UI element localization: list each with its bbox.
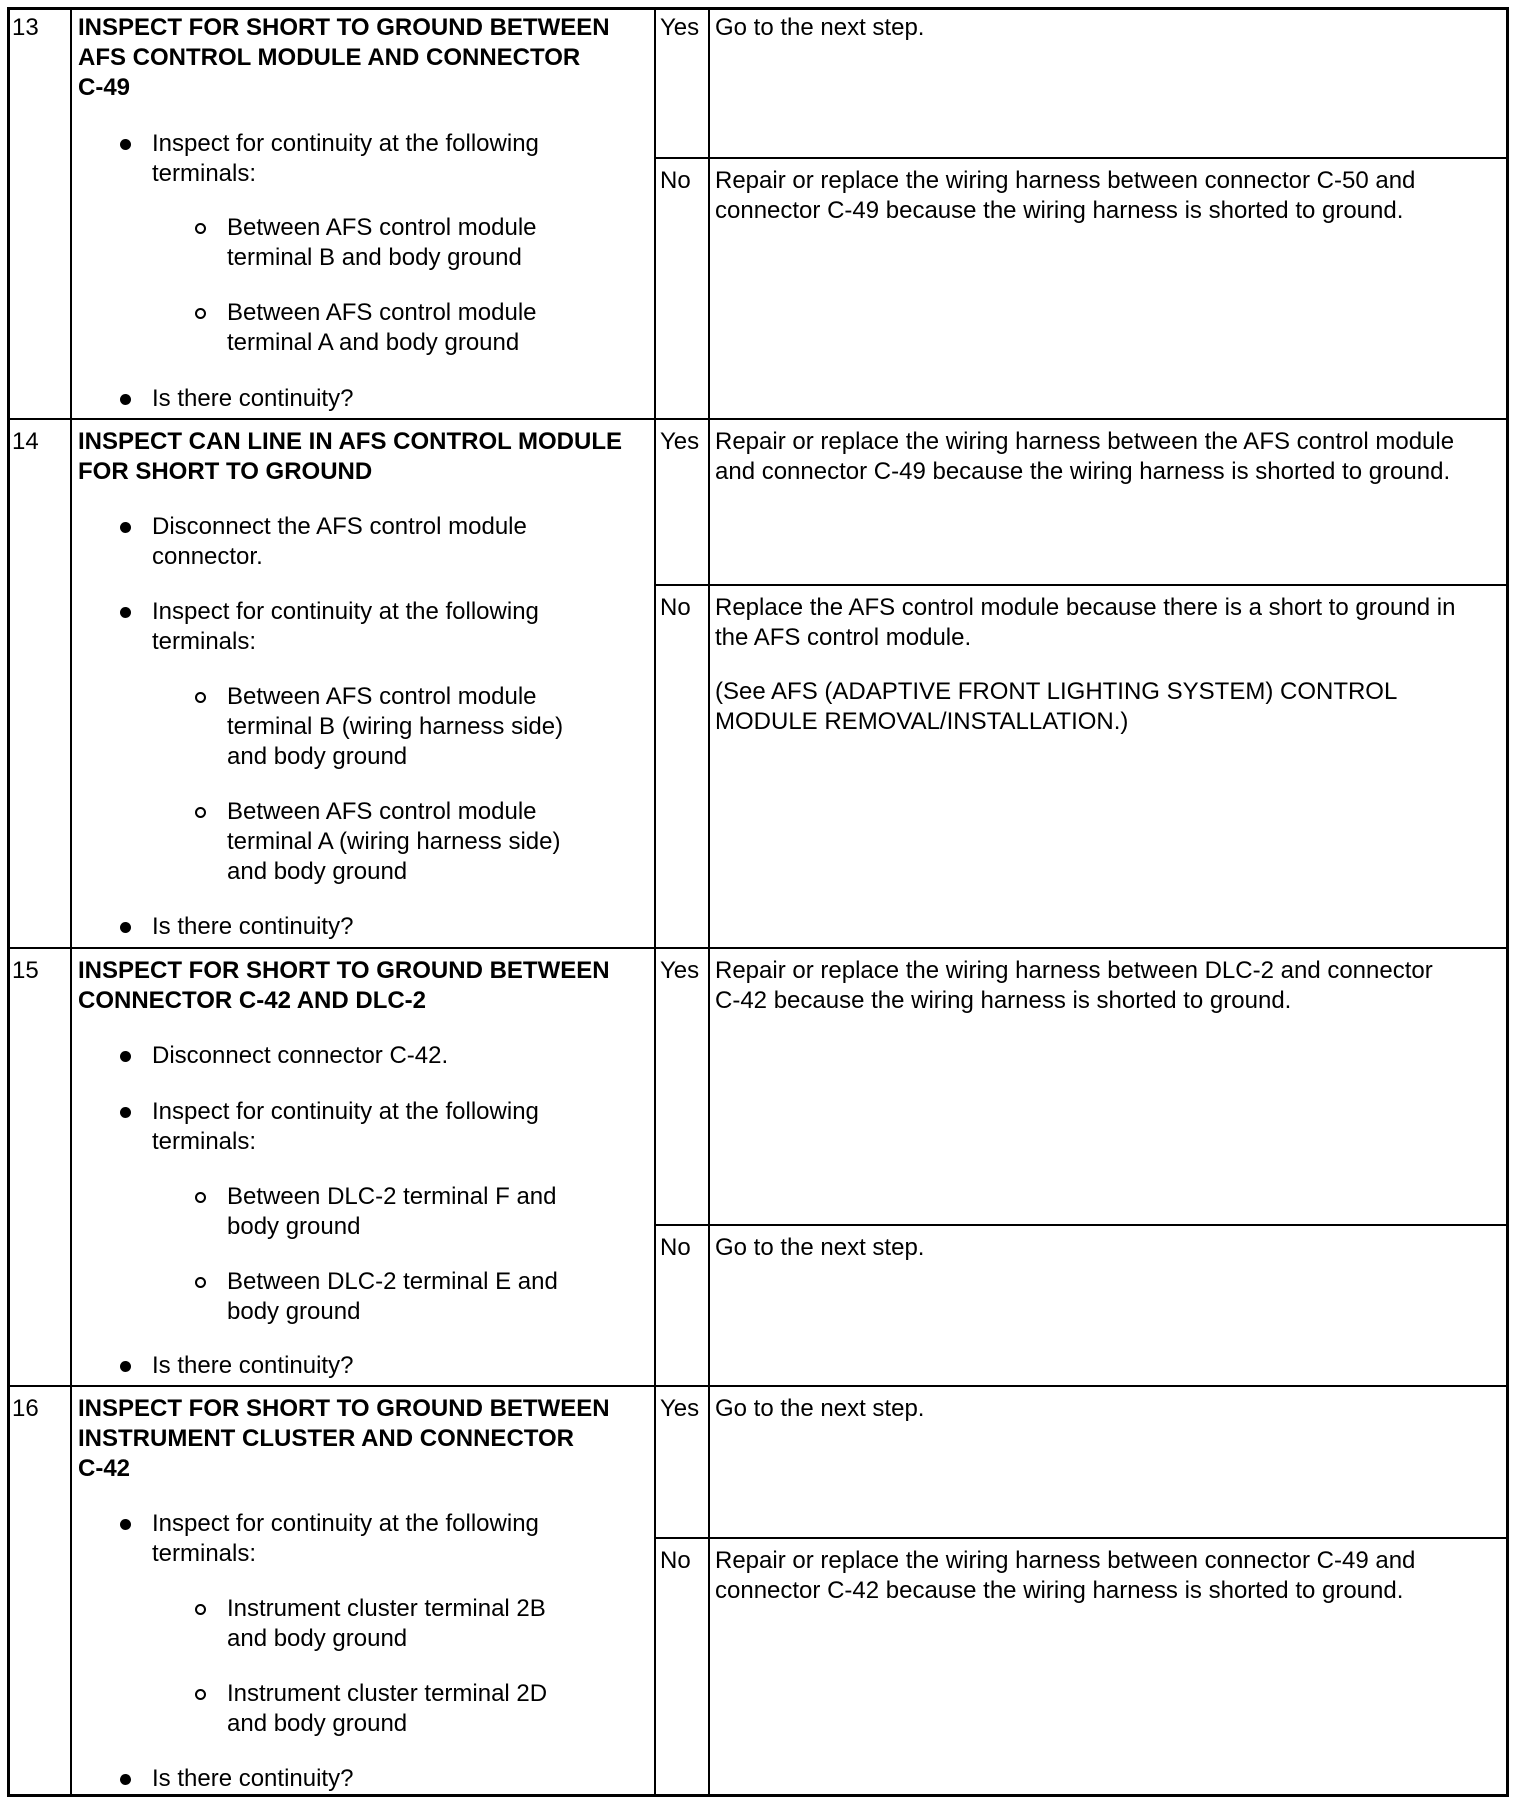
step-title: INSPECT FOR SHORT TO GROUND BETWEEN <box>78 957 610 984</box>
sub-bullet-icon <box>195 807 206 818</box>
yes-no-divider <box>654 1537 1509 1539</box>
sub-bullet-icon <box>195 1689 206 1700</box>
sub-bullet-icon <box>195 1192 206 1203</box>
sub-instruction: and body ground <box>227 1625 408 1652</box>
instruction: Inspect for continuity at the following <box>152 1510 539 1537</box>
bullet-icon <box>120 1519 131 1530</box>
instruction: terminals: <box>152 1540 257 1567</box>
step-title: FOR SHORT TO GROUND <box>78 458 373 485</box>
step-title: INSPECT FOR SHORT TO GROUND BETWEEN <box>78 1395 610 1422</box>
bullet-icon <box>120 1774 131 1785</box>
col-divider-result <box>708 7 710 1797</box>
yes-no-divider <box>654 157 1509 159</box>
sub-instruction: body ground <box>227 1298 361 1325</box>
step-title: INSPECT FOR SHORT TO GROUND BETWEEN <box>78 14 610 41</box>
sub-instruction: Between AFS control module <box>227 299 537 326</box>
step-title: C-49 <box>78 74 131 101</box>
step-title: INSTRUMENT CLUSTER AND CONNECTOR <box>78 1425 574 1452</box>
sub-instruction: Instrument cluster terminal 2B <box>227 1595 546 1622</box>
sub-bullet-icon <box>195 308 206 319</box>
bullet-icon <box>120 1107 131 1118</box>
step-title: AFS CONTROL MODULE AND CONNECTOR <box>78 44 581 71</box>
step-title: CONNECTOR C-42 AND DLC-2 <box>78 987 427 1014</box>
sub-instruction: terminal B (wiring harness side) <box>227 713 564 740</box>
sub-bullet-icon <box>195 223 206 234</box>
bullet-icon <box>120 922 131 933</box>
yes-label: Yes <box>660 14 700 41</box>
row-divider <box>7 1385 1509 1387</box>
sub-instruction: Between DLC-2 terminal F and <box>227 1183 557 1210</box>
question: Is there continuity? <box>152 1765 354 1792</box>
no-reference: MODULE REMOVAL/INSTALLATION.) <box>715 708 1129 735</box>
no-result: Go to the next step. <box>715 1234 925 1261</box>
row-divider <box>7 418 1509 420</box>
no-result: Replace the AFS control module because there is a short to ground in <box>715 594 1456 621</box>
sub-bullet-icon <box>195 692 206 703</box>
row-divider <box>7 947 1509 949</box>
no-result: connector C-49 because the wiring harness is shorted to ground. <box>715 197 1404 224</box>
bullet-icon <box>120 1051 131 1062</box>
sub-instruction: Between AFS control module <box>227 214 537 241</box>
instruction: connector. <box>152 543 263 570</box>
question: Is there continuity? <box>152 385 354 412</box>
yes-no-divider <box>654 1224 1509 1226</box>
instruction: Inspect for continuity at the following <box>152 1098 539 1125</box>
sub-instruction: and body ground <box>227 743 408 770</box>
no-result: Repair or replace the wiring harness between connector C-49 and <box>715 1547 1416 1574</box>
bullet-icon <box>120 522 131 533</box>
instruction: Disconnect connector C-42. <box>152 1042 449 1069</box>
no-result: Repair or replace the wiring harness between connector C-50 and <box>715 167 1416 194</box>
bullet-icon <box>120 607 131 618</box>
bullet-icon <box>120 394 131 405</box>
sub-instruction: Between AFS control module <box>227 683 537 710</box>
yes-result: C-42 because the wiring harness is shorted to ground. <box>715 987 1292 1014</box>
sub-instruction: terminal A and body ground <box>227 329 520 356</box>
question: Is there continuity? <box>152 1352 354 1379</box>
no-label: No <box>660 1547 691 1574</box>
sub-bullet-icon <box>195 1604 206 1615</box>
step-number: 13 <box>12 14 39 41</box>
step-title: C-42 <box>78 1455 131 1482</box>
col-divider-action <box>654 7 656 1797</box>
instruction: terminals: <box>152 628 257 655</box>
yes-label: Yes <box>660 1395 700 1422</box>
no-reference: (See AFS (ADAPTIVE FRONT LIGHTING SYSTEM) CONTROL <box>715 678 1398 705</box>
instruction: terminals: <box>152 160 257 187</box>
yes-label: Yes <box>660 957 700 984</box>
bullet-icon <box>120 139 131 150</box>
yes-label: Yes <box>660 428 700 455</box>
yes-result: Repair or replace the wiring harness between the AFS control module <box>715 428 1455 455</box>
yes-no-divider <box>654 584 1509 586</box>
no-label: No <box>660 1234 691 1261</box>
bullet-icon <box>120 1361 131 1372</box>
step-number: 15 <box>12 957 39 984</box>
step-number: 16 <box>12 1395 39 1422</box>
no-label: No <box>660 167 691 194</box>
step-title: INSPECT CAN LINE IN AFS CONTROL MODULE <box>78 428 623 455</box>
yes-result: Go to the next step. <box>715 14 925 41</box>
yes-result: Repair or replace the wiring harness between DLC-2 and connector <box>715 957 1433 984</box>
sub-instruction: terminal A (wiring harness side) <box>227 828 561 855</box>
sub-bullet-icon <box>195 1277 206 1288</box>
sub-instruction: and body ground <box>227 1710 408 1737</box>
instruction: Inspect for continuity at the following <box>152 598 539 625</box>
sub-instruction: Instrument cluster terminal 2D <box>227 1680 548 1707</box>
sub-instruction: terminal B and body ground <box>227 244 522 271</box>
instruction: terminals: <box>152 1128 257 1155</box>
no-result: connector C-42 because the wiring harness is shorted to ground. <box>715 1577 1404 1604</box>
sub-instruction: and body ground <box>227 858 408 885</box>
yes-result: and connector C-49 because the wiring harness is shorted to ground. <box>715 458 1451 485</box>
yes-result: Go to the next step. <box>715 1395 925 1422</box>
no-result: the AFS control module. <box>715 624 972 651</box>
step-number: 14 <box>12 428 39 455</box>
sub-instruction: Between DLC-2 terminal E and <box>227 1268 558 1295</box>
instruction: Inspect for continuity at the following <box>152 130 539 157</box>
sub-instruction: Between AFS control module <box>227 798 537 825</box>
no-label: No <box>660 594 691 621</box>
col-divider-step <box>70 7 72 1797</box>
instruction: Disconnect the AFS control module <box>152 513 527 540</box>
sub-instruction: body ground <box>227 1213 361 1240</box>
question: Is there continuity? <box>152 913 354 940</box>
